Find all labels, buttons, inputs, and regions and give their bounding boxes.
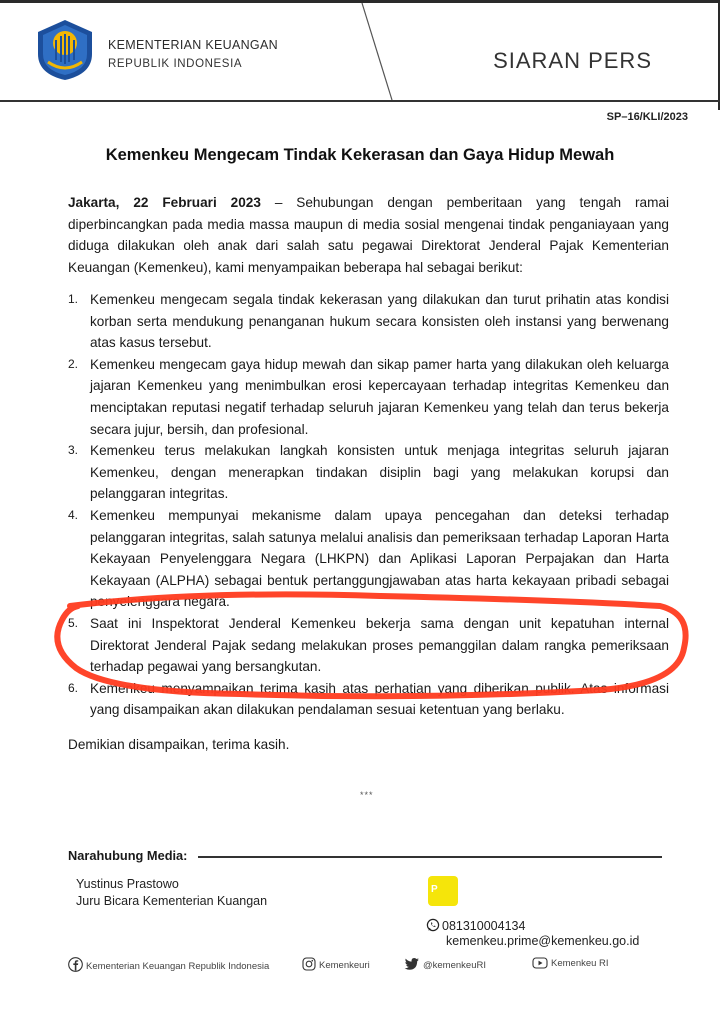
list-number: 3. — [68, 443, 79, 458]
list-item — [68, 354, 669, 440]
youtube-icon — [532, 957, 548, 969]
whatsapp-icon — [426, 918, 440, 932]
list-text: Saat ini Inspektorat Jenderal Kemenkeu bekerja sama dengan unit kepatuhan internal Direktorat Jenderal Pajak sedang melakukan proses pemanggilan dalam rangka pemeriksaan terhadap pegawai yang bersangkutan. — [90, 615, 669, 675]
phone-number: 081310004134 — [442, 919, 526, 933]
list-item — [68, 505, 669, 613]
list-item — [68, 678, 669, 721]
list-text: Kemenkeu mengecam segala tindak kekerasan yang dilakukan dan turut prihatin atas kondisi korban serta mendukung penanganan hukum secara konsisten oleh instansi yang berwenang atas kasus tersebut. — [90, 292, 669, 351]
facebook-label: Kementerian Keuangan Republik Indonesia — [86, 961, 270, 972]
list-item — [68, 440, 669, 505]
list-number: 5. — [68, 615, 79, 630]
end-mark: *** — [360, 790, 374, 800]
social-youtube[interactable] — [532, 957, 609, 969]
ministry-name: KEMENTERIAN KEUANGAN — [108, 38, 278, 52]
page-title: Kemenkeu Mengecam Tindak Kekerasan dan Gaya Hidup Mewah — [105, 146, 615, 164]
list-item — [68, 289, 669, 354]
contact-person — [76, 876, 267, 910]
badge-letter: P — [431, 884, 438, 895]
contact-email[interactable]: kemenkeu.prime@kemenkeu.go.id — [446, 934, 640, 948]
contact-label: Narahubung Media: — [68, 848, 188, 863]
header-rule — [0, 100, 720, 102]
document-number: SP–16/KLI/2023 — [606, 111, 688, 123]
list-item — [68, 613, 669, 678]
social-twitter[interactable] — [404, 957, 486, 971]
list-text: Kemenkeu mempunyai mekanisme dalam upaya pencegahan dan deteksi terhadap pelanggaran integritas, salah satunya melalui analisis dan pemeriksaan terhadap Laporan Harta Kekayaan Penyelenggara Negara (LHKPN) dan Aplikasi Laporan Perpajakan dan Harta Kekayaan (ALPHA) sebagai bentuk pertanggungjawaban atas harta kekayaan pribadi sebagai penyelenggara negara. — [90, 507, 669, 610]
youtube-label: Kemenkeu RI — [551, 958, 609, 969]
social-facebook[interactable] — [68, 957, 269, 972]
contact-rule — [198, 856, 662, 858]
closing-line: Demikian disampaikan, terima kasih. — [68, 737, 290, 752]
twitter-icon — [404, 957, 420, 971]
points-list — [68, 289, 669, 721]
doc-type-heading: SIARAN PERS — [493, 48, 652, 73]
list-number: 6. — [68, 680, 79, 695]
facebook-icon — [68, 957, 83, 972]
list-text: Kemenkeu menyampaikan terima kasih atas perhatian yang diberikan publik. Atas informasi yang disampaikan akan dilakukan pendalaman sesuai ketentuan yang berlaku. — [90, 680, 669, 718]
instagram-icon — [302, 957, 316, 971]
instagram-label: Kemenkeuri — [319, 960, 370, 971]
list-number: 2. — [68, 356, 79, 371]
prime-badge-icon — [428, 876, 458, 906]
top-border — [0, 0, 720, 3]
intro-text: – Sehubungan dengan pemberitaan yang tengah ramai diperbincangkan pada media massa maupun di media sosial mengenai tindak penganiayaan yang diduga dilakukan oleh anak dari salah satu pegawai Direktorat Jenderal Pajak Kementerian Keuangan (Kemenkeu), kami menyampaikan beberapa hal sebagai berikut: — [68, 195, 669, 275]
social-instagram[interactable] — [302, 957, 370, 971]
dateline: Jakarta, 22 Februari 2023 — [68, 195, 261, 210]
list-number: 1. — [68, 292, 79, 306]
list-text: Kemenkeu terus melakukan langkah konsisten untuk menjaga integritas seluruh jajaran Kemenkeu, dengan menerapkan tindakan disiplin bagi yang melakukan korupsi dan pelanggaran integritas. — [90, 443, 669, 502]
contact-phone[interactable] — [426, 918, 525, 933]
list-text: Kemenkeu mengecam gaya hidup mewah dan sikap pamer harta yang dilakukan oleh keluarga jajaran Kemenkeu yang menimbulkan erosi kepercayaan terhadap integritas Kemenkeu dan menciptakan reputasi negatif terhadap seluruh jajaran Kemenkeu yang telah dan terus bekerja secara jujur, bersih, dan profesional. — [90, 356, 669, 437]
twitter-label: @kemenkeuRI — [423, 960, 486, 971]
contact-name: Yustinus Prastowo — [76, 877, 179, 891]
list-number: 4. — [68, 507, 79, 522]
intro-paragraph — [68, 192, 669, 278]
ministry-emblem-icon — [34, 18, 96, 82]
contact-role: Juru Bicara Kementerian Kuangan — [76, 894, 268, 908]
republic-name: REPUBLIK INDONESIA — [108, 58, 243, 70]
